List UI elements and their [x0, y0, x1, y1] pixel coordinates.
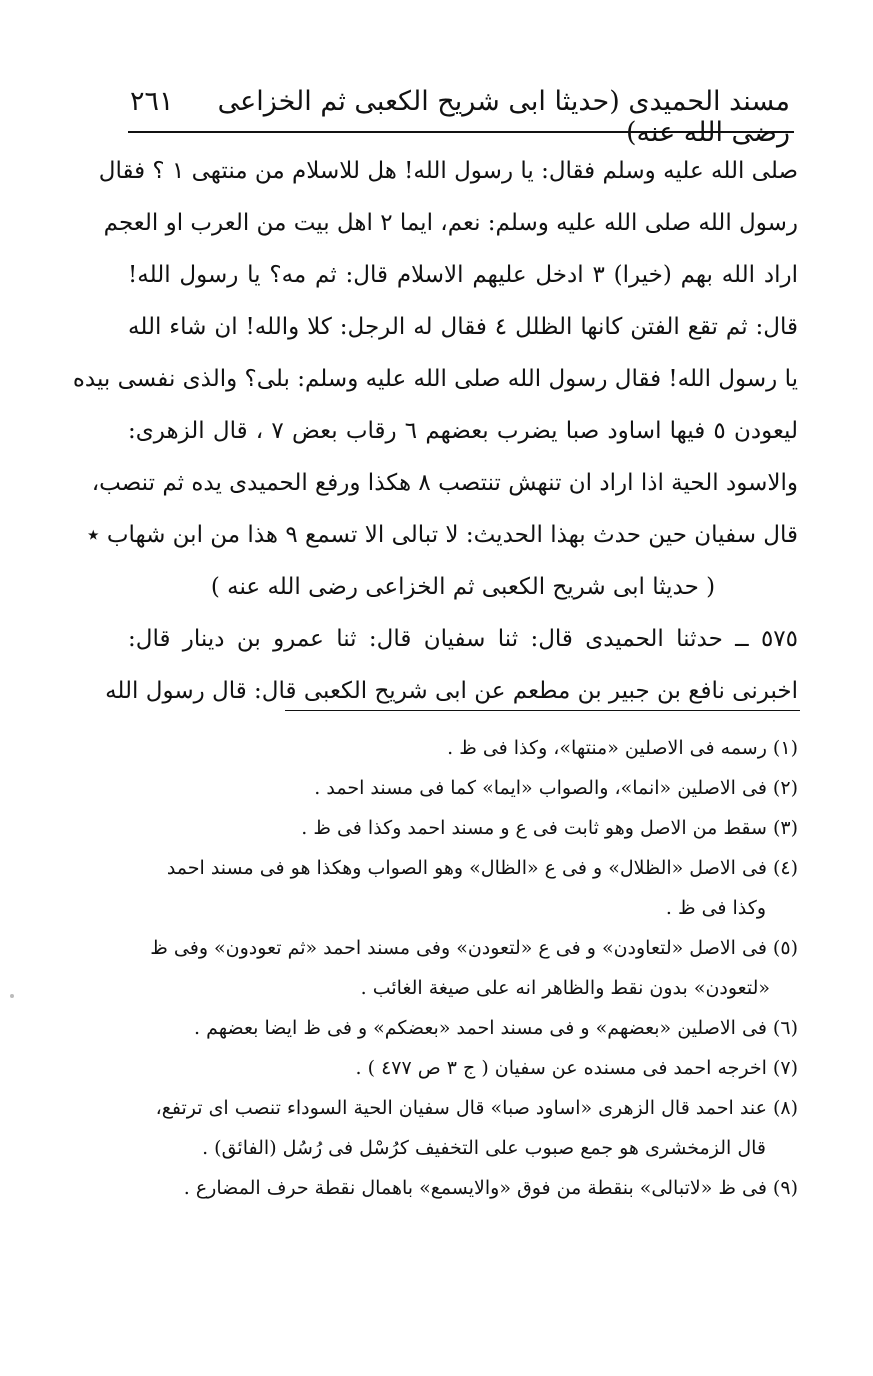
- text-line: رسول الله صلى الله عليه وسلم: نعم، ايما ٢ اهل بيت من العرب او العجم: [103, 210, 798, 236]
- running-head: [130, 86, 790, 148]
- page-number: ٢٦١: [130, 86, 174, 117]
- hadith-line: اخبرنى نافع بن جبير بن مطعم عن ابى شريح الكعبى قال: قال رسول الله: [105, 678, 798, 704]
- main-text: [72, 145, 799, 717]
- footnotes: [128, 728, 798, 1208]
- text-line: والاسود الحية اذا اراد ان تنهش تنتصب ٨ هكذا ورفع الحميدى يده ثم تنصب،: [91, 470, 798, 496]
- running-title: مسند الحميدى (حديثا ابى شريح الكعبى ثم الخزاعى رضى الله عنه): [217, 86, 790, 148]
- footnote: (٤) فى الاصل «الظلال» و فى ع «الظال» وهو الصواب وهكذا هو فى مسند احمد: [166, 857, 798, 879]
- header-rule: [128, 131, 794, 133]
- footnote: (١) رسمه فى الاصلين «منتها»، وكذا فى ظ .: [447, 737, 798, 759]
- footnote: (٨) عند احمد قال الزهرى «اساود صبا» قال سفيان الحية السوداء تنصب اى ترتفع،: [155, 1097, 798, 1119]
- section-heading: ( حديثا ابى شريح الكعبى ثم الخزاعى رضى الله عنه ): [210, 574, 716, 600]
- hadith-line: ٥٧٥ ــ حدثنا الحميدى قال: ثنا سفيان قال: ثنا عمرو بن دينار قال:: [128, 626, 798, 652]
- scan-speck: [10, 994, 14, 998]
- footnote-continuation: «لتعودن» بدون نقط والظاهر انه على صيغة الغائب .: [360, 977, 770, 999]
- footnote-continuation: قال الزمخشرى هو جمع صبوب على التخفيف كرُسْل فى رُسُل (الفائق) .: [202, 1137, 766, 1159]
- text-line: ليعودن ٥ فيها اساود صبا يضرب بعضهم ٦ رقاب بعض ٧ ، قال الزهرى:: [128, 418, 799, 444]
- text-line: قال سفيان حين حدث بهذا الحديث: لا تبالى الا تسمع ٩ هذا من ابن شهاب ٭: [86, 522, 798, 548]
- text-line: قال: ثم تقع الفتن كانها الظلل ٤ فقال له الرجل: كلا والله! ان شاء الله: [128, 314, 799, 340]
- footnote: (٣) سقط من الاصل وهو ثابت فى ع و مسند احمد وكذا فى ظ .: [301, 817, 798, 839]
- footnote: (٦) فى الاصلين «بعضهم» و فى مسند احمد «بعضكم» و فى ظ ايضا بعضهم .: [194, 1017, 798, 1039]
- footnote: (٧) اخرجه احمد فى مسنده عن سفيان ( ج ٣ ص ٤٧٧ ) .: [355, 1057, 798, 1079]
- text-line: صلى الله عليه وسلم فقال: يا رسول الله! هل للاسلام من منتهى ١ ؟ فقال: [98, 158, 798, 184]
- footnote: (٥) فى الاصل «لتعاودن» و فى ع «لتعودن» وفى مسند احمد «ثم تعودون» وفى ظ: [150, 937, 798, 959]
- text-line: يا رسول الله! فقال رسول الله صلى الله عليه وسلم: بلى؟ والذى نفسى بيده: [72, 366, 798, 392]
- footnote: (٩) فى ظ «لاتبالى» بنقطة من فوق «والايسمع» باهمال نقطة حرف المضارع .: [183, 1177, 798, 1199]
- footnote: (٢) فى الاصلين «انما»، والصواب «ايما» كما فى مسند احمد .: [314, 777, 798, 799]
- footnote-continuation: وكذا فى ظ .: [665, 897, 766, 919]
- footnote-rule: [285, 710, 800, 711]
- text-line: اراد الله بهم (خيرا) ٣ ادخل عليهم الاسلام قال: ثم مه؟ يا رسول الله!: [128, 262, 799, 288]
